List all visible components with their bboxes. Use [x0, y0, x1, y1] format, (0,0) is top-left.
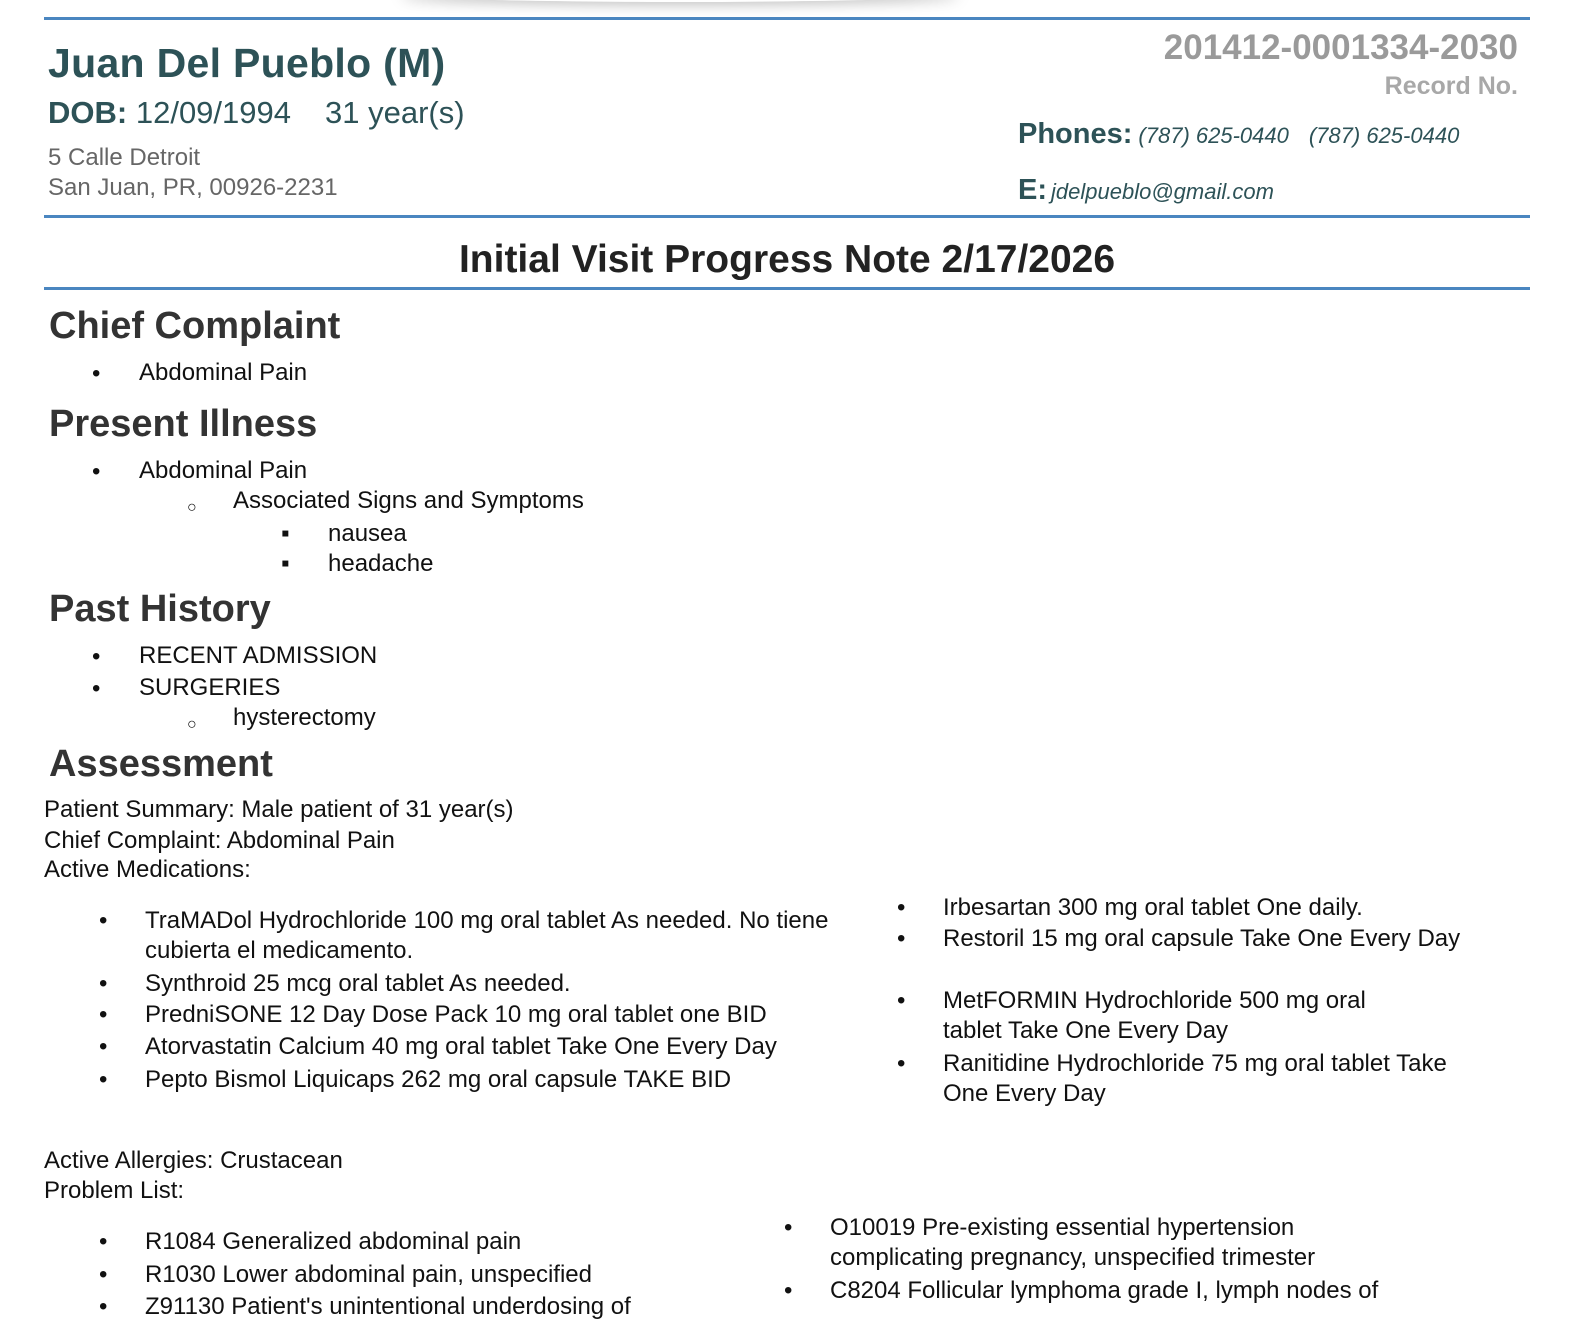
- past-history-item: SURGERIES: [139, 674, 281, 701]
- active-medications-label: Active Medications:: [44, 856, 251, 883]
- past-history-item: RECENT ADMISSION: [139, 642, 378, 669]
- phones-line: [1018, 118, 1459, 151]
- address-line-1: 5 Calle Detroit: [48, 144, 201, 171]
- assessment-heading: Assessment: [49, 743, 273, 785]
- dob-line: [48, 95, 465, 131]
- medication-item: • Ranitidine Hydrochloride 75 mg oral tablet Take One Every Day: [943, 1049, 1453, 1109]
- bullet: [187, 708, 197, 736]
- medication-item: • Restoril 15 mg oral capsule Take One Every Day: [943, 924, 1483, 954]
- header-top-rule: [44, 17, 1530, 20]
- bullet: [92, 360, 100, 388]
- dob-label: DOB:: [48, 95, 128, 130]
- past-history-subitem: hysterectomy: [233, 704, 376, 731]
- active-allergies: Active Allergies: Crustacean: [44, 1147, 343, 1174]
- present-illness-heading: Present Illness: [49, 403, 318, 445]
- record-number-block: [1164, 28, 1518, 101]
- email-link[interactable]: jdelpueblo@gmail.com: [1051, 179, 1274, 204]
- bullet: [92, 643, 100, 671]
- phone-2[interactable]: (787) 625-0440: [1308, 123, 1460, 148]
- bullet: [281, 520, 290, 548]
- scroll-shadow: [400, 0, 960, 2]
- present-illness-subitem: Associated Signs and Symptoms: [233, 487, 584, 514]
- medication-item: • Pepto Bismol Liquicaps 262 mg oral capsule TAKE BID: [145, 1065, 865, 1095]
- medication-item: • Irbesartan 300 mg oral tablet One daily.: [943, 893, 1483, 923]
- header-bottom-rule: [44, 215, 1530, 218]
- past-history-heading: Past History: [49, 588, 271, 630]
- record-label: Record No.: [1384, 72, 1518, 100]
- problem-item: • Z91130 Patient's unintentional underdosing of: [145, 1292, 765, 1322]
- record-number: 201412-0001334-2030: [1163, 28, 1518, 67]
- patient-name: Juan Del Pueblo (M): [48, 40, 446, 86]
- bullet: [187, 491, 197, 519]
- bullet: [92, 675, 100, 703]
- problem-item: • O10019 Pre-existing essential hypertension complicating pregnancy, unspecified trimester: [830, 1213, 1400, 1273]
- patient-summary: Patient Summary: Male patient of 31 year(s): [44, 796, 514, 823]
- phone-1[interactable]: (787) 625-0440: [1138, 123, 1289, 148]
- patient-header: [48, 40, 465, 203]
- problem-item: • C8204 Follicular lymphoma grade I, lymph nodes of: [830, 1276, 1470, 1306]
- medication-item: • PredniSONE 12 Day Dose Pack 10 mg oral tablet one BID: [145, 1000, 865, 1030]
- problem-item: • R1084 Generalized abdominal pain: [145, 1227, 765, 1257]
- note-title: Initial Visit Progress Note 2/17/2026: [458, 238, 1116, 281]
- bullet: [92, 458, 100, 486]
- medication-item: • TraMADol Hydrochloride 100 mg oral tablet As needed. No tiene cubierta el medicamento.: [145, 906, 865, 966]
- chief-complaint-item: Abdominal Pain: [139, 359, 308, 386]
- present-illness-item: Abdominal Pain: [139, 457, 308, 484]
- patient-address: [48, 143, 465, 203]
- medication-item: • Atorvastatin Calcium 40 mg oral tablet Take One Every Day: [145, 1032, 865, 1062]
- medication-item: • Synthroid 25 mcg oral tablet As needed.: [145, 969, 865, 999]
- dob-value: 12/09/1994: [135, 95, 291, 130]
- phones-label: Phones:: [1018, 118, 1133, 150]
- email-line: [1018, 174, 1274, 207]
- assessment-chief-complaint: Chief Complaint: Abdominal Pain: [44, 827, 395, 854]
- chief-complaint-heading: Chief Complaint: [49, 305, 341, 347]
- bullet: [281, 550, 290, 578]
- address-line-2: San Juan, PR, 00926-2231: [48, 174, 338, 201]
- email-label: E:: [1018, 174, 1047, 206]
- problem-list-label: Problem List:: [44, 1177, 185, 1204]
- title-bottom-rule: [44, 287, 1530, 290]
- symptom-item: nausea: [328, 520, 407, 547]
- medication-item: • MetFORMIN Hydrochloride 500 mg oral tablet Take One Every Day: [943, 986, 1423, 1046]
- age-value: 31 year(s): [325, 95, 465, 130]
- symptom-item: headache: [328, 550, 434, 577]
- problem-item: • R1030 Lower abdominal pain, unspecified: [145, 1260, 765, 1290]
